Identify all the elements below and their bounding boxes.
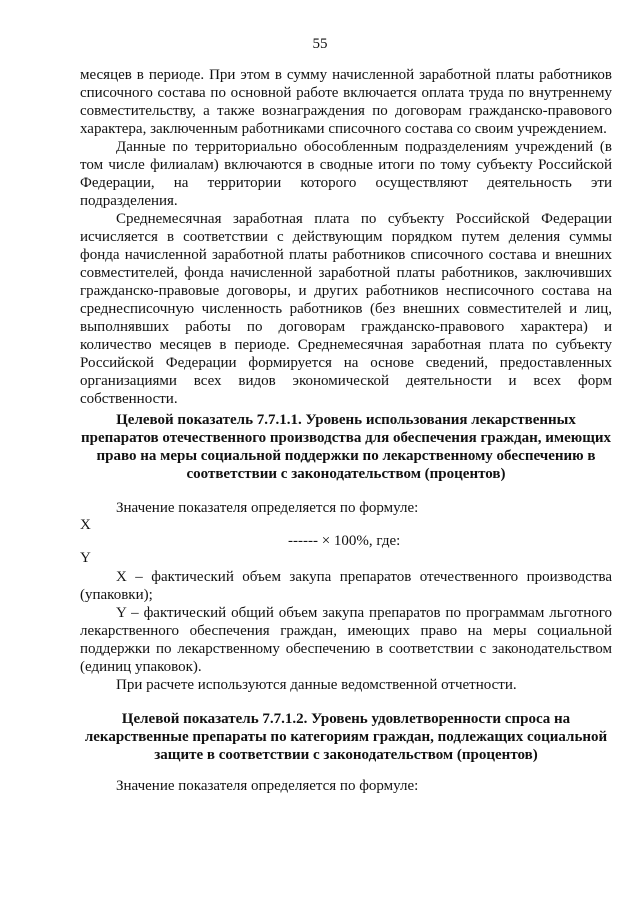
formula-intro: Значение показателя определяется по формуле: [116, 500, 419, 516]
definition-y: Y – фактический общий объем закупа препаратов по программам льготного лекарственного обеспечения граждан, имеющих право на меры социальной поддержки по лекарственному обеспечению в соответствии с законодательством (единиц упаковок). [80, 605, 612, 675]
definition-x: X – фактический объем закупа препаратов отечественного производства (упаковки); [80, 569, 612, 603]
formula-intro: Значение показателя определяется по формуле: [116, 778, 419, 794]
formula-numerator: X [80, 517, 91, 533]
data-source-note: При расчете используются данные ведомственной отчетности. [116, 677, 517, 693]
paragraph: Данные по территориально обособленным подразделениям учреждений (в том числе филиалам) включаются в сводные итоги по тому субъекту Российской Федерации, на территории которого осуществляют деятельность эти подразделения. [80, 139, 612, 209]
paragraph: Среднемесячная заработная плата по субъекту Российской Федерации исчисляется в соответствии с действующим порядком путем деления суммы фонда начисленной заработной платы работников списочного состава и внешних совместителей, фонда начисленной заработной платы работников, заключивших гражданско-правовые договоры, и других работников несписочного состава на среднесписочную численность работников (без внешних совместителей и лиц, выполнявших работы по договорам гражданско-правового характера) и количество месяцев в периоде. Среднемесячная заработная плата по субъекту Российской Федерации формируется на основе сведений, предоставленных организациями всех видов экономической деятельности и всех форм собственности. [80, 211, 612, 407]
formula-fraction-line: ------ × 100%, где: [288, 533, 401, 549]
section-heading: Целевой показатель 7.7.1.2. Уровень удовлетворенности спроса на лекарственные препараты по категориям граждан, подлежащих социальной защите в соответствии с законодательством (процентов) [84, 711, 608, 763]
paragraph: месяцев в периоде. При этом в сумму начисленной заработной платы работников списочного состава по основной работе включается оплата труда по внутреннему совместительству, а также вознаграждения по договорам гражданско-правового характера, заключенным работниками списочного состава со своим учреждением. [80, 67, 612, 137]
body-text-top [80, 66, 612, 408]
page-number: 55 [312, 36, 328, 52]
formula-denominator: Y [80, 550, 91, 566]
section-heading: Целевой показатель 7.7.1.1. Уровень использования лекарственных препаратов отечественного производства для обеспечения граждан, имеющих право на меры социальной поддержки по лекарственному обеспечению в соответствии с законодательством (процентов) [81, 412, 611, 482]
formula-definitions [80, 568, 612, 694]
